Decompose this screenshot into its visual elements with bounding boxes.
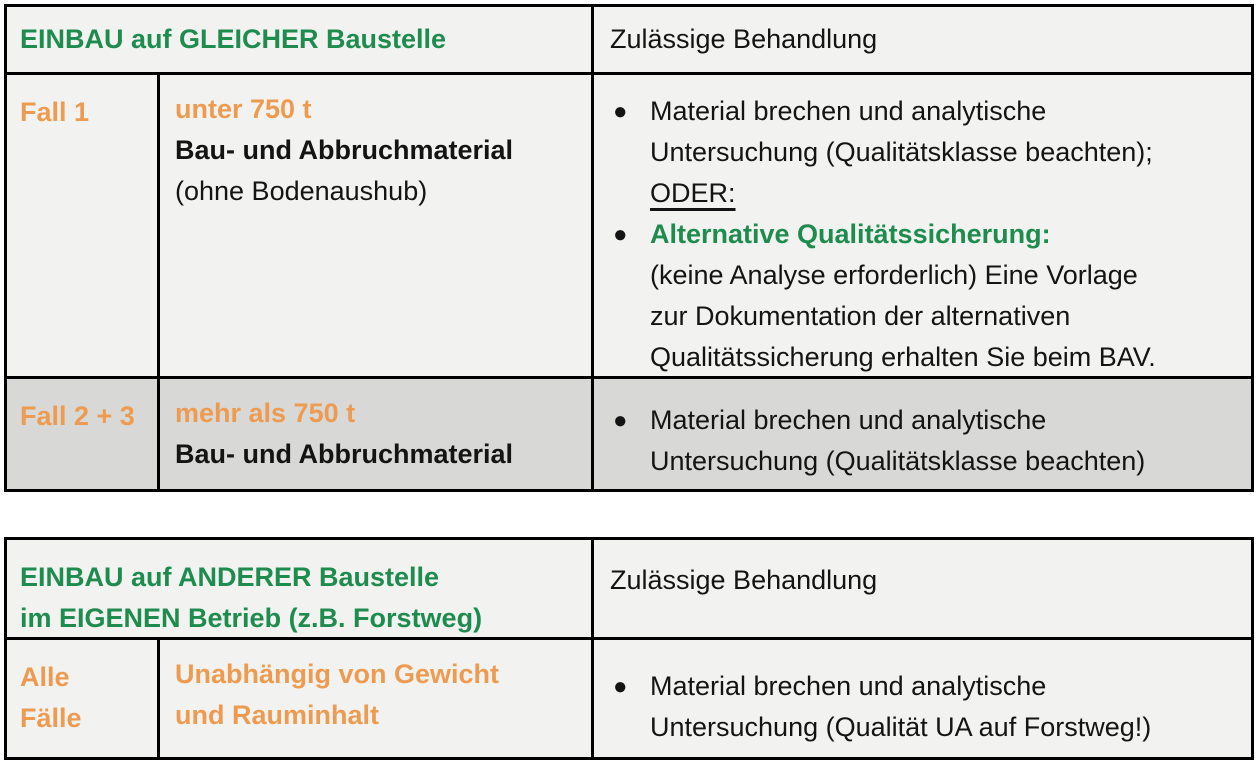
list-item bbox=[610, 666, 1245, 748]
table2-header-title-cell bbox=[7, 540, 594, 637]
alle-faelle-treatment-list bbox=[610, 666, 1245, 748]
table1-header-row bbox=[7, 7, 1251, 75]
alle-faelle-case-cell bbox=[7, 640, 160, 757]
fall1-treatment-list bbox=[610, 91, 1245, 376]
table1-treatment-header: Zulässige Behandlung bbox=[610, 24, 878, 54]
alle-faelle-label-line2: Fälle bbox=[20, 703, 82, 733]
fall23-case-cell bbox=[7, 379, 160, 489]
list-item bbox=[610, 214, 1245, 376]
list-item bbox=[610, 400, 1245, 482]
alle-faelle-material-line2: und Rauminhalt bbox=[175, 700, 379, 730]
fall23-treatment-cell bbox=[594, 379, 1251, 489]
table1-row-fall2-3 bbox=[7, 379, 1251, 489]
bullet-icon: ● bbox=[613, 221, 628, 248]
table1-header-title-cell bbox=[7, 7, 594, 72]
table2-treatment-header: Zulässige Behandlung bbox=[610, 565, 878, 595]
table2-title-line1: EINBAU auf ANDERER Baustelle bbox=[20, 562, 440, 592]
fall1-case-cell bbox=[7, 75, 160, 376]
table2-header-row bbox=[7, 540, 1251, 640]
list-item bbox=[610, 91, 1245, 214]
table1-title: EINBAU auf GLEICHER Baustelle bbox=[20, 24, 447, 54]
fall1-material-cell bbox=[160, 75, 594, 376]
fall23-bullet1-line1: Material brechen und analytische bbox=[650, 405, 1047, 435]
table2-row-alle-faelle bbox=[7, 640, 1251, 757]
alle-faelle-bullet1-line2: Untersuchung (Qualität UA auf Forstweg!) bbox=[650, 712, 1152, 742]
alle-faelle-material-line1: Unabhängig von Gewicht bbox=[175, 659, 500, 689]
fall23-material-type: Bau- und Abbruchmaterial bbox=[175, 439, 514, 469]
alle-faelle-treatment-cell bbox=[594, 640, 1251, 757]
fall1-material-type: Bau- und Abbruchmaterial bbox=[175, 135, 514, 165]
fall1-bullet2-line2: zur Dokumentation der alternativen bbox=[650, 301, 1071, 331]
fall1-treatment-cell bbox=[594, 75, 1251, 376]
alle-faelle-label-line1: Alle bbox=[20, 662, 70, 692]
fall1-bullet2-line1: (keine Analyse erforderlich) Eine Vorlage bbox=[650, 260, 1138, 290]
bullet-icon: ● bbox=[613, 673, 628, 700]
bullet-icon: ● bbox=[613, 98, 628, 125]
table1-header-treatment-cell bbox=[594, 7, 1251, 72]
fall23-case-label: Fall 2 + 3 bbox=[20, 401, 135, 431]
alle-faelle-bullet1-line1: Material brechen und analytische bbox=[650, 671, 1047, 701]
alle-faelle-material-cell bbox=[160, 640, 594, 757]
fall23-bullet1-line2: Untersuchung (Qualitätsklasse beachten) bbox=[650, 446, 1146, 476]
fall1-bullet1-line2: Untersuchung (Qualitätsklasse beachten); bbox=[650, 137, 1153, 167]
fall1-bullet1-oder: ODER: bbox=[650, 178, 736, 208]
table-einbau-andere-baustelle bbox=[4, 537, 1254, 760]
fall23-material-weight: mehr als 750 t bbox=[175, 398, 356, 428]
fall23-material-cell bbox=[160, 379, 594, 489]
table-einbau-gleiche-baustelle bbox=[4, 4, 1254, 492]
table1-row-fall1 bbox=[7, 75, 1251, 379]
fall1-case-label: Fall 1 bbox=[20, 97, 90, 127]
table2-title-line2: im EIGENEN Betrieb (z.B. Forstweg) bbox=[20, 603, 483, 633]
table2-header-treatment-cell bbox=[594, 540, 1251, 637]
fall1-material-weight: unter 750 t bbox=[175, 94, 312, 124]
fall1-bullet2-line3: Qualitätssicherung erhalten Sie beim BAV. bbox=[650, 342, 1156, 372]
fall23-treatment-list bbox=[610, 400, 1245, 482]
bullet-icon: ● bbox=[613, 407, 628, 434]
fall1-bullet2-title: Alternative Qualitätssicherung: bbox=[650, 219, 1051, 249]
fall1-material-note: (ohne Bodenaushub) bbox=[175, 176, 428, 206]
fall1-bullet1-line1: Material brechen und analytische bbox=[650, 96, 1047, 126]
